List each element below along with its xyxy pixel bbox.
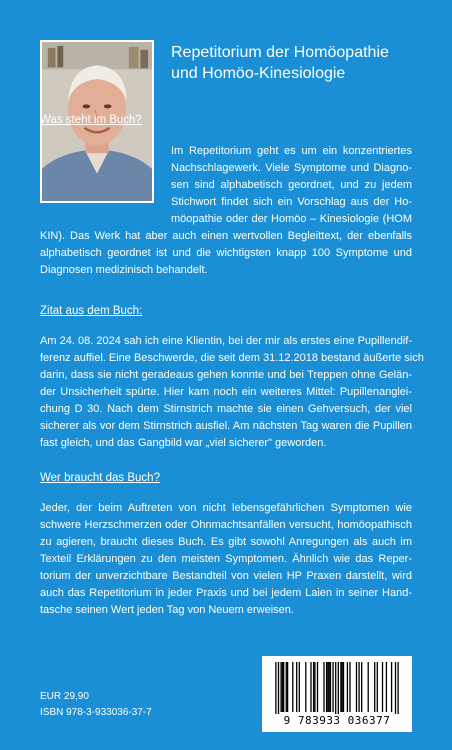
section-heading-audience: Wer braucht das Buch? — [40, 472, 160, 484]
barcode-bar — [283, 662, 284, 712]
text-line: der Unsicherheit spürte. Hier kam noch ein weiteres Mittel: Pupillenanglei- — [40, 386, 412, 398]
barcode-bar — [343, 662, 344, 712]
text-line: auch das Repetitorium in jeder Praxis und bei jedem Laien in seiner Hand- — [40, 587, 412, 599]
barcode-bar — [330, 662, 331, 712]
barcode-bar — [314, 662, 315, 712]
text-line: zu agieren, braucht dieses Buch. Es gibt sowohl Anregungen als auch im — [40, 536, 412, 548]
barcode-bar — [382, 662, 383, 712]
barcode-bar — [329, 662, 330, 712]
text-line: Diagnosen medizinisch behandelt. — [40, 264, 208, 276]
barcode-bar — [317, 662, 318, 712]
barcode-bar — [332, 662, 333, 712]
text-line: sen sind alphabetisch geordnet, und zu jedem — [171, 179, 412, 191]
text-line: Stichwort findet sich ein Vorschlag aus der Ho- — [171, 196, 412, 208]
barcode-bar — [356, 662, 357, 712]
section-content-text-top — [171, 143, 412, 228]
text-line: Im Repetitorium geht es um ein konzentriertes — [171, 145, 412, 157]
text-line: alphabetisch geordnet ist und die wichtigsten knapp 100 Symptome und — [40, 247, 412, 259]
barcode-bar — [361, 662, 362, 712]
book-title-line-2: und Homöo-Kinesiologie — [171, 65, 346, 82]
text-line: torium der unverzichtbare Bestandteil von vielen HP Praxen darstellt, wird — [40, 570, 412, 582]
text-line: ferenz auffiel. Eine Beschwerde, die seit dem 31.12.2018 bestand äußerte sich — [40, 352, 424, 364]
barcode-bar — [287, 662, 288, 712]
section-heading-content: Was steht im Buch? — [40, 114, 142, 126]
barcode-bar — [342, 662, 343, 712]
barcode-bar — [275, 662, 276, 714]
text-line: KIN). Das Werk hat aber auch einen wertvollen Begleittext, der ebenfalls — [40, 230, 412, 242]
barcode-bar — [395, 662, 396, 714]
barcode-bar — [299, 662, 300, 712]
barcode-bars — [262, 656, 412, 714]
text-line: Am 24. 08. 2024 sah ich eine Klientin, bei der mir als erstes eine Pupillendif- — [40, 335, 412, 347]
section-heading-quote: Zitat aus dem Buch: — [40, 305, 143, 317]
text-line: Nachschlagewerk. Viele Symptome und Diagno- — [171, 162, 412, 174]
section-content-text-bottom — [40, 228, 412, 279]
barcode-bar — [305, 662, 306, 712]
price-block — [40, 689, 152, 721]
barcode-bar — [286, 662, 287, 712]
barcode-bar — [374, 662, 375, 712]
barcode-bar — [323, 662, 324, 712]
barcode-bar — [292, 662, 293, 712]
barcode-bar — [282, 662, 283, 712]
barcode — [262, 656, 412, 732]
text-line: sicherer als vor dem Stirnstrich ausfiel. Am nächsten Tag waren die Pupillen — [40, 420, 412, 432]
isbn: ISBN 978-3-933036-37-7 — [40, 707, 152, 718]
text-line: fast gleich, und das Gangbild war „viel sicherer" geworden. — [40, 437, 327, 449]
book-title-line-1: Repetitorium der Homöopathie — [171, 44, 389, 61]
book-title — [171, 42, 441, 84]
barcode-bar — [296, 662, 297, 712]
barcode-bar — [313, 662, 314, 712]
text-line: darin, dass sie nicht geradeaus gehen konnte und bei Treppen ohne Gelän- — [40, 369, 412, 381]
barcode-bar — [338, 662, 339, 714]
text-line: möopathie oder der Homöo – Kinesiologie (HOM — [171, 213, 412, 225]
section-quote-text — [40, 333, 424, 452]
barcode-bar — [310, 662, 311, 712]
text-line: chung D 30. Nach dem Stirnstrich machte sie einen Gehversuch, der viel — [40, 403, 412, 415]
barcode-bar — [368, 662, 369, 712]
barcode-bar — [278, 662, 279, 714]
barcode-bar — [340, 662, 341, 712]
barcode-bar — [280, 662, 281, 712]
text-line: tasche seinen Wert jeden Tag von Neuem erweisen. — [40, 604, 294, 616]
barcode-bar — [335, 662, 336, 714]
section-audience-text — [40, 500, 412, 619]
barcode-bar — [391, 662, 392, 712]
barcode-bar — [386, 662, 387, 712]
barcode-bar — [326, 662, 327, 712]
text-line: Texteil Erklärungen zu den meisten Symptomen. Ähnlich wie das Reper- — [40, 553, 412, 565]
barcode-bar — [397, 662, 398, 714]
text-line: Jeder, der beim Auftreten von nicht lebensgefährlichen Symptomen wie — [40, 502, 412, 514]
barcode-digits: 9 783933 036377 — [283, 714, 391, 727]
barcode-bar — [327, 662, 328, 712]
barcode-bar — [377, 662, 378, 712]
price: EUR 29,90 — [40, 691, 89, 702]
barcode-bar — [347, 662, 348, 712]
barcode-bar — [358, 662, 359, 712]
barcode-bar — [349, 662, 350, 712]
text-line: schwere Herzschmerzen oder Ohnmachtsanfällen versucht, homöopathisch — [40, 519, 412, 531]
